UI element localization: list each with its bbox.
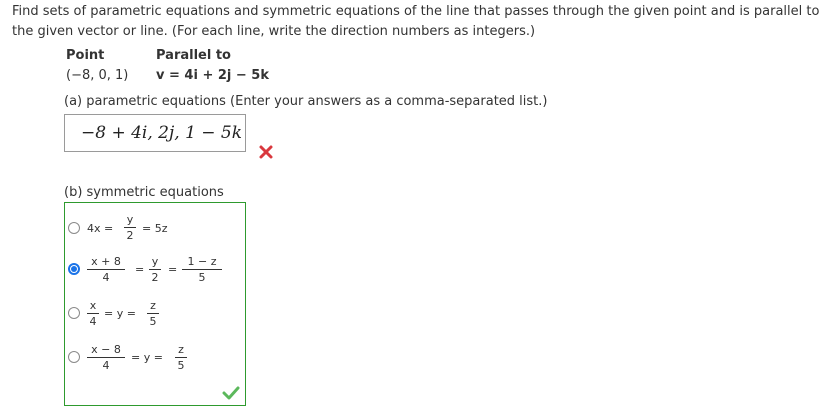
option-2-num-3: 1 − z — [187, 255, 217, 268]
option-4-den-1: 4 — [102, 359, 110, 372]
option-2-den-3: 5 — [198, 271, 206, 284]
fraction-bar — [87, 313, 99, 314]
option-4-num-1: x − 8 — [91, 343, 121, 356]
option-1-denominator: 2 — [126, 229, 134, 242]
incorrect-x-icon — [258, 144, 274, 160]
option-4-den-2: 5 — [177, 359, 185, 372]
parametric-answer-value: −8 + 4i, 2j, 1 − 5k — [81, 123, 243, 143]
option-2-fraction-3 — [182, 255, 222, 284]
point-header: Point — [66, 48, 105, 63]
option-3-mid: = y = — [104, 307, 136, 320]
option-4-mid: = y = — [131, 351, 163, 364]
option-4-num-2: z — [178, 343, 184, 356]
option-2-fraction-1 — [87, 255, 125, 284]
fraction-bar — [124, 227, 136, 228]
fraction-bar — [175, 357, 187, 358]
correct-check-icon — [222, 385, 240, 401]
symmetric-choices-box — [64, 202, 246, 406]
option-3-den-1: 4 — [89, 315, 97, 328]
radio-option-1[interactable] — [68, 222, 80, 234]
option-3-num-1: x — [89, 299, 97, 312]
fraction-bar — [87, 357, 125, 358]
parallel-value — [156, 68, 269, 83]
radio-option-4[interactable] — [68, 351, 80, 363]
point-value: (−8, 0, 1) — [66, 68, 129, 83]
option-2-fraction-2 — [149, 255, 161, 284]
option-1-rhs: = 5z — [142, 222, 168, 235]
fraction-bar — [149, 269, 161, 270]
fraction-bar — [147, 313, 159, 314]
option-4-fraction-1 — [87, 343, 125, 372]
question-text: Find sets of parametric equations and symmetric equations of the line that passes through the given point and is parallel to the given vector or line. (For each line, write the direction numbers as integers.) — [12, 4, 820, 39]
part-b-label: (b) symmetric equations — [64, 185, 224, 200]
radio-option-2-selected[interactable] — [68, 263, 80, 275]
part-a-label: (a) parametric equations (Enter your answers as a comma-separated list.) — [64, 94, 548, 109]
option-2-eq-2: = — [168, 263, 178, 276]
option-2-num-1: x + 8 — [91, 255, 121, 268]
option-1-lhs: 4x = — [87, 222, 114, 235]
fraction-bar — [87, 269, 125, 270]
fraction-bar — [182, 269, 222, 270]
option-2-den-1: 4 — [102, 271, 110, 284]
option-3-num-2: z — [150, 299, 156, 312]
parallel-vector-text: v = 4i + 2j − 5k — [156, 68, 270, 83]
option-3-den-2: 5 — [149, 315, 157, 328]
option-3-fraction-2 — [147, 299, 159, 328]
option-4-fraction-2 — [175, 343, 187, 372]
option-2-eq-1: = — [135, 263, 145, 276]
option-2-den-2: 2 — [151, 271, 159, 284]
option-1-fraction — [124, 213, 136, 242]
option-2-num-2: y — [151, 255, 159, 268]
parallel-header: Parallel to — [156, 48, 231, 63]
radio-option-3[interactable] — [68, 307, 80, 319]
parametric-answer-input[interactable] — [64, 114, 246, 152]
option-3-fraction-1 — [87, 299, 99, 328]
option-1-numerator: y — [126, 213, 134, 226]
